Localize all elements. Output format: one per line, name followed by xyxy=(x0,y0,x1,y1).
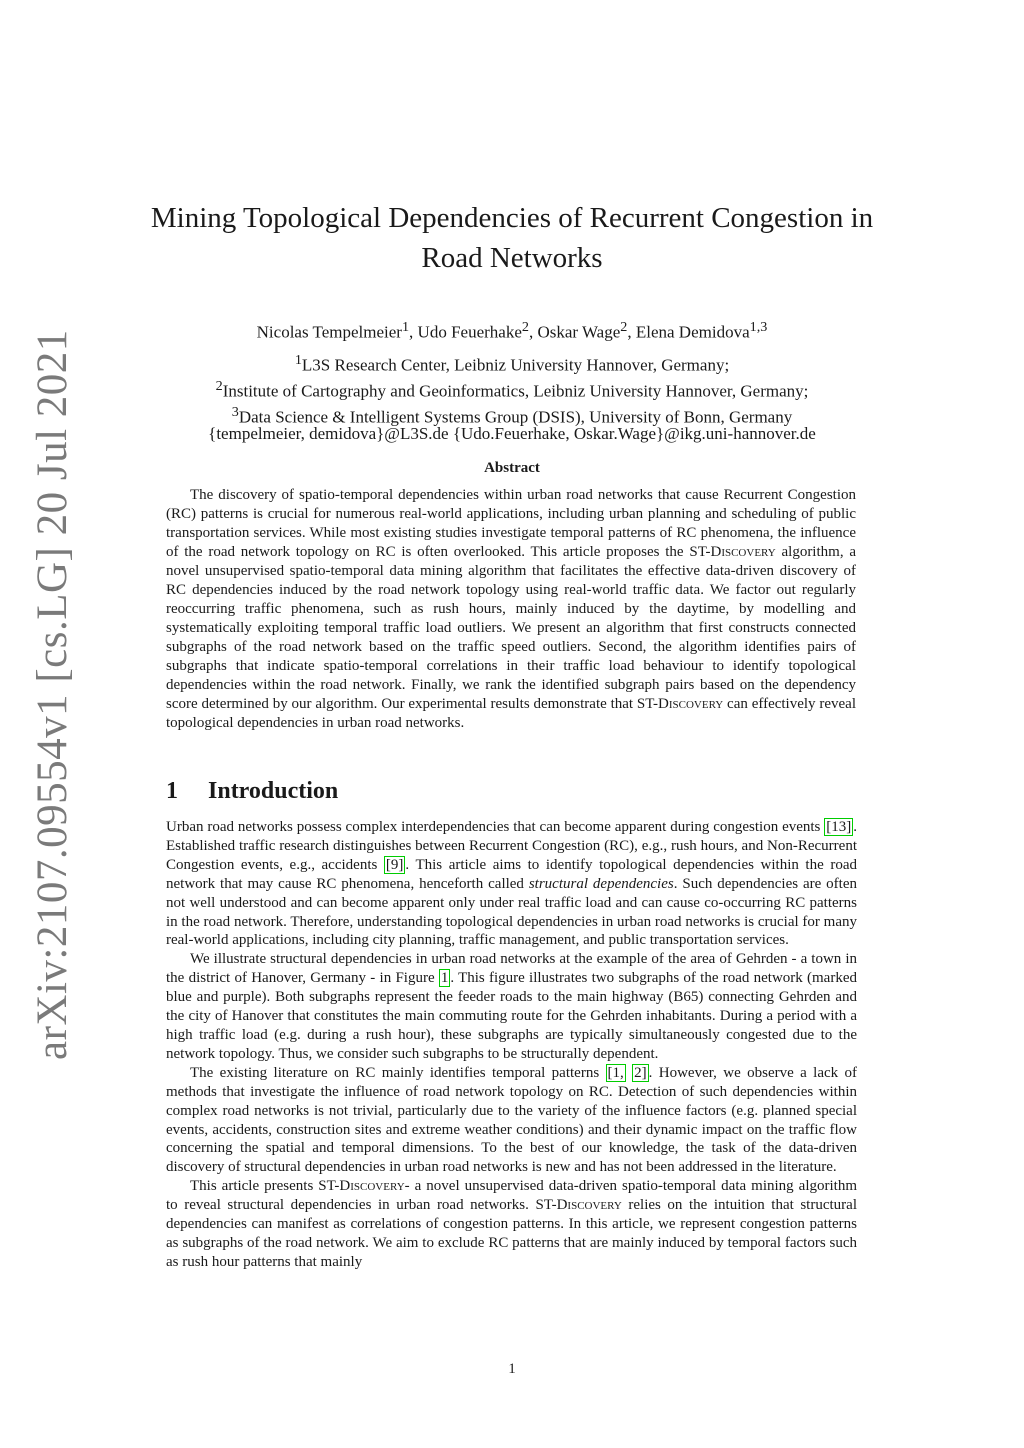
abstract-text: The discovery of spatio-temporal dependencies within urban road networks that cause Recurrent Congestion (RC) patterns is crucial for numerous real-world applications, including urban planning and scheduling of public transportation services. While most existing studies investigate temporal patterns of RC phenomena, the influence of the road network topology on RC is often overlooked. This article proposes the ST-Discovery algorithm, a novel unsupervised spatio-temporal data mining algorithm that facilitates the effective data-driven discovery of RC dependencies induced by the road network topology using real-world traffic data. We factor out regularly reoccurring traffic phenomena, such as rush hours, mainly induced by the daytime, by modelling and systematically exploiting temporal traffic load outliers. We present an algorithm that first constructs connected subgraphs of the road network based on the traffic speed outliers. Second, the algorithm identifies pairs of subgraphs that indicate spatio-temporal correlations in their traffic load behaviour to identify topological dependencies within the road network. Finally, we rank the identified subgraph pairs based on the dependency score determined by our algorithm. Our experimental results demonstrate that ST-Discovery can effectively reveal topological dependencies in urban road networks. xyxy=(166,487,856,731)
affiliation: $^3$Data Science & Intelligent Systems Group (DSIS), University of Bonn, Germany xyxy=(231,404,793,427)
section-heading-introduction xyxy=(166,778,338,805)
citation-link[interactable]: 2] xyxy=(634,1064,647,1081)
paper-title: Mining Topological Dependencies of Recurrent Congestion in Road Networks xyxy=(150,202,874,274)
affiliation-list xyxy=(140,350,884,428)
citation-link[interactable]: [13] xyxy=(826,819,852,835)
author-affiliation-mark: 1 xyxy=(401,319,410,335)
affiliation: $^2$Institute of Cartography and Geoinformatics, Leibniz University Hannover, Germany; xyxy=(215,378,809,401)
affiliation: $^1$L3S Research Center, Leibniz University Hannover, Germany; xyxy=(294,352,730,375)
author-name: Oskar Wage xyxy=(537,322,621,342)
citation-link[interactable]: [1, xyxy=(607,1064,624,1081)
paragraph: Urban road networks possess complex interdependencies that can become apparent during congestion events [13] . Established traffic research distinguishes between Recurrent Congestion (RC), e.g., rush hours, and Non-Recurrent Congestion events, e.g., accidents [9] . This article aims to identify topological dependencies within the road network that may cause RC phenomena, henceforth called structural dependencies. Such dependencies are often not well understood and can become apparent only under real traffic load and can cause co-occurring RC patterns in the road network. Therefore, understanding topological dependencies in urban road networks is crucial for many real-world applications, including city planning, traffic management, and public transportation services. xyxy=(166,819,857,949)
author-name: Elena Demidova xyxy=(635,322,750,342)
author-emails: {tempelmeier, demidova}@L3S.de {Udo.Feuerhake, Oskar.Wage}@ikg.uni-hannover.de xyxy=(208,424,816,443)
author-name: Nicolas Tempelmeier xyxy=(256,322,402,342)
author-name: Udo Feuerhake xyxy=(417,322,522,342)
introduction-body xyxy=(166,818,857,1272)
author-affiliation-mark: 1,3 xyxy=(749,319,768,335)
paragraph: We illustrate structural dependencies in urban road networks at the example of the area of Gehrden - a town in the district of Hanover, Germany - in Figure 1 . This figure illustrates two subgraphs of the road network (marked blue and purple). Both subgraphs represent the feeder roads to the main highway (B65) connecting Gehrden and the city of Hanover that constitutes the main commuting route for the Gehrden inhabitants. During a period with a high traffic load (e.g. during a rush hour), these subgraphs are typically simultaneously congested due to the network topology. Thus, we consider such subgraphs to be structurally dependent. xyxy=(166,951,857,1062)
figure-reference-link[interactable]: 1 xyxy=(440,970,449,987)
paragraph: This article presents ST-Discovery- a novel unsupervised data-driven spatio-temporal data mining algorithm to reveal structural dependencies in urban road networks. ST-Discovery relies on the intuition that structural dependencies can manifest as correlations of congestion patterns. In this article, we represent congestion patterns as subgraphs of the road network. We aim to exclude RC patterns that are mainly induced by temporal factors such as rush hour patterns that mainly xyxy=(166,1178,857,1270)
author-affiliation-mark: 2 xyxy=(620,319,628,335)
page-number: 1 xyxy=(508,1361,516,1377)
paragraph: The existing literature on RC mainly identifies temporal patterns [1, 2] . However, we observe a lack of methods that investigate the influence of road network topology on RC. Detection of such dependencies within complex road networks is not trivial, particularly due to the variety of the influence factors (e.g. planned special events, accidents, construction sites and extreme weather conditions) and their dynamic impact on the traffic flow concerning the spatial and temporal dimensions. To the best of our knowledge, the task of the data-driven discovery of structural dependencies in urban road networks is new and has not been addressed in the literature. xyxy=(166,1064,857,1176)
section-number: 1 xyxy=(166,778,178,804)
author-affiliation-mark: 2 xyxy=(521,319,529,335)
citation-link[interactable]: [9] xyxy=(385,856,404,873)
author-list: Nicolas Tempelmeier$^1$, Udo Feuerhake$^2$, Oskar Wage$^2$, Elena Demidova$^{1,3}$ xyxy=(256,319,768,342)
section-title: Introduction xyxy=(208,778,339,804)
arxiv-identifier: arXiv:2107.09554v1 [cs.LG] 20 Jul 2021 xyxy=(29,329,76,1060)
abstract-heading: Abstract xyxy=(484,460,540,476)
